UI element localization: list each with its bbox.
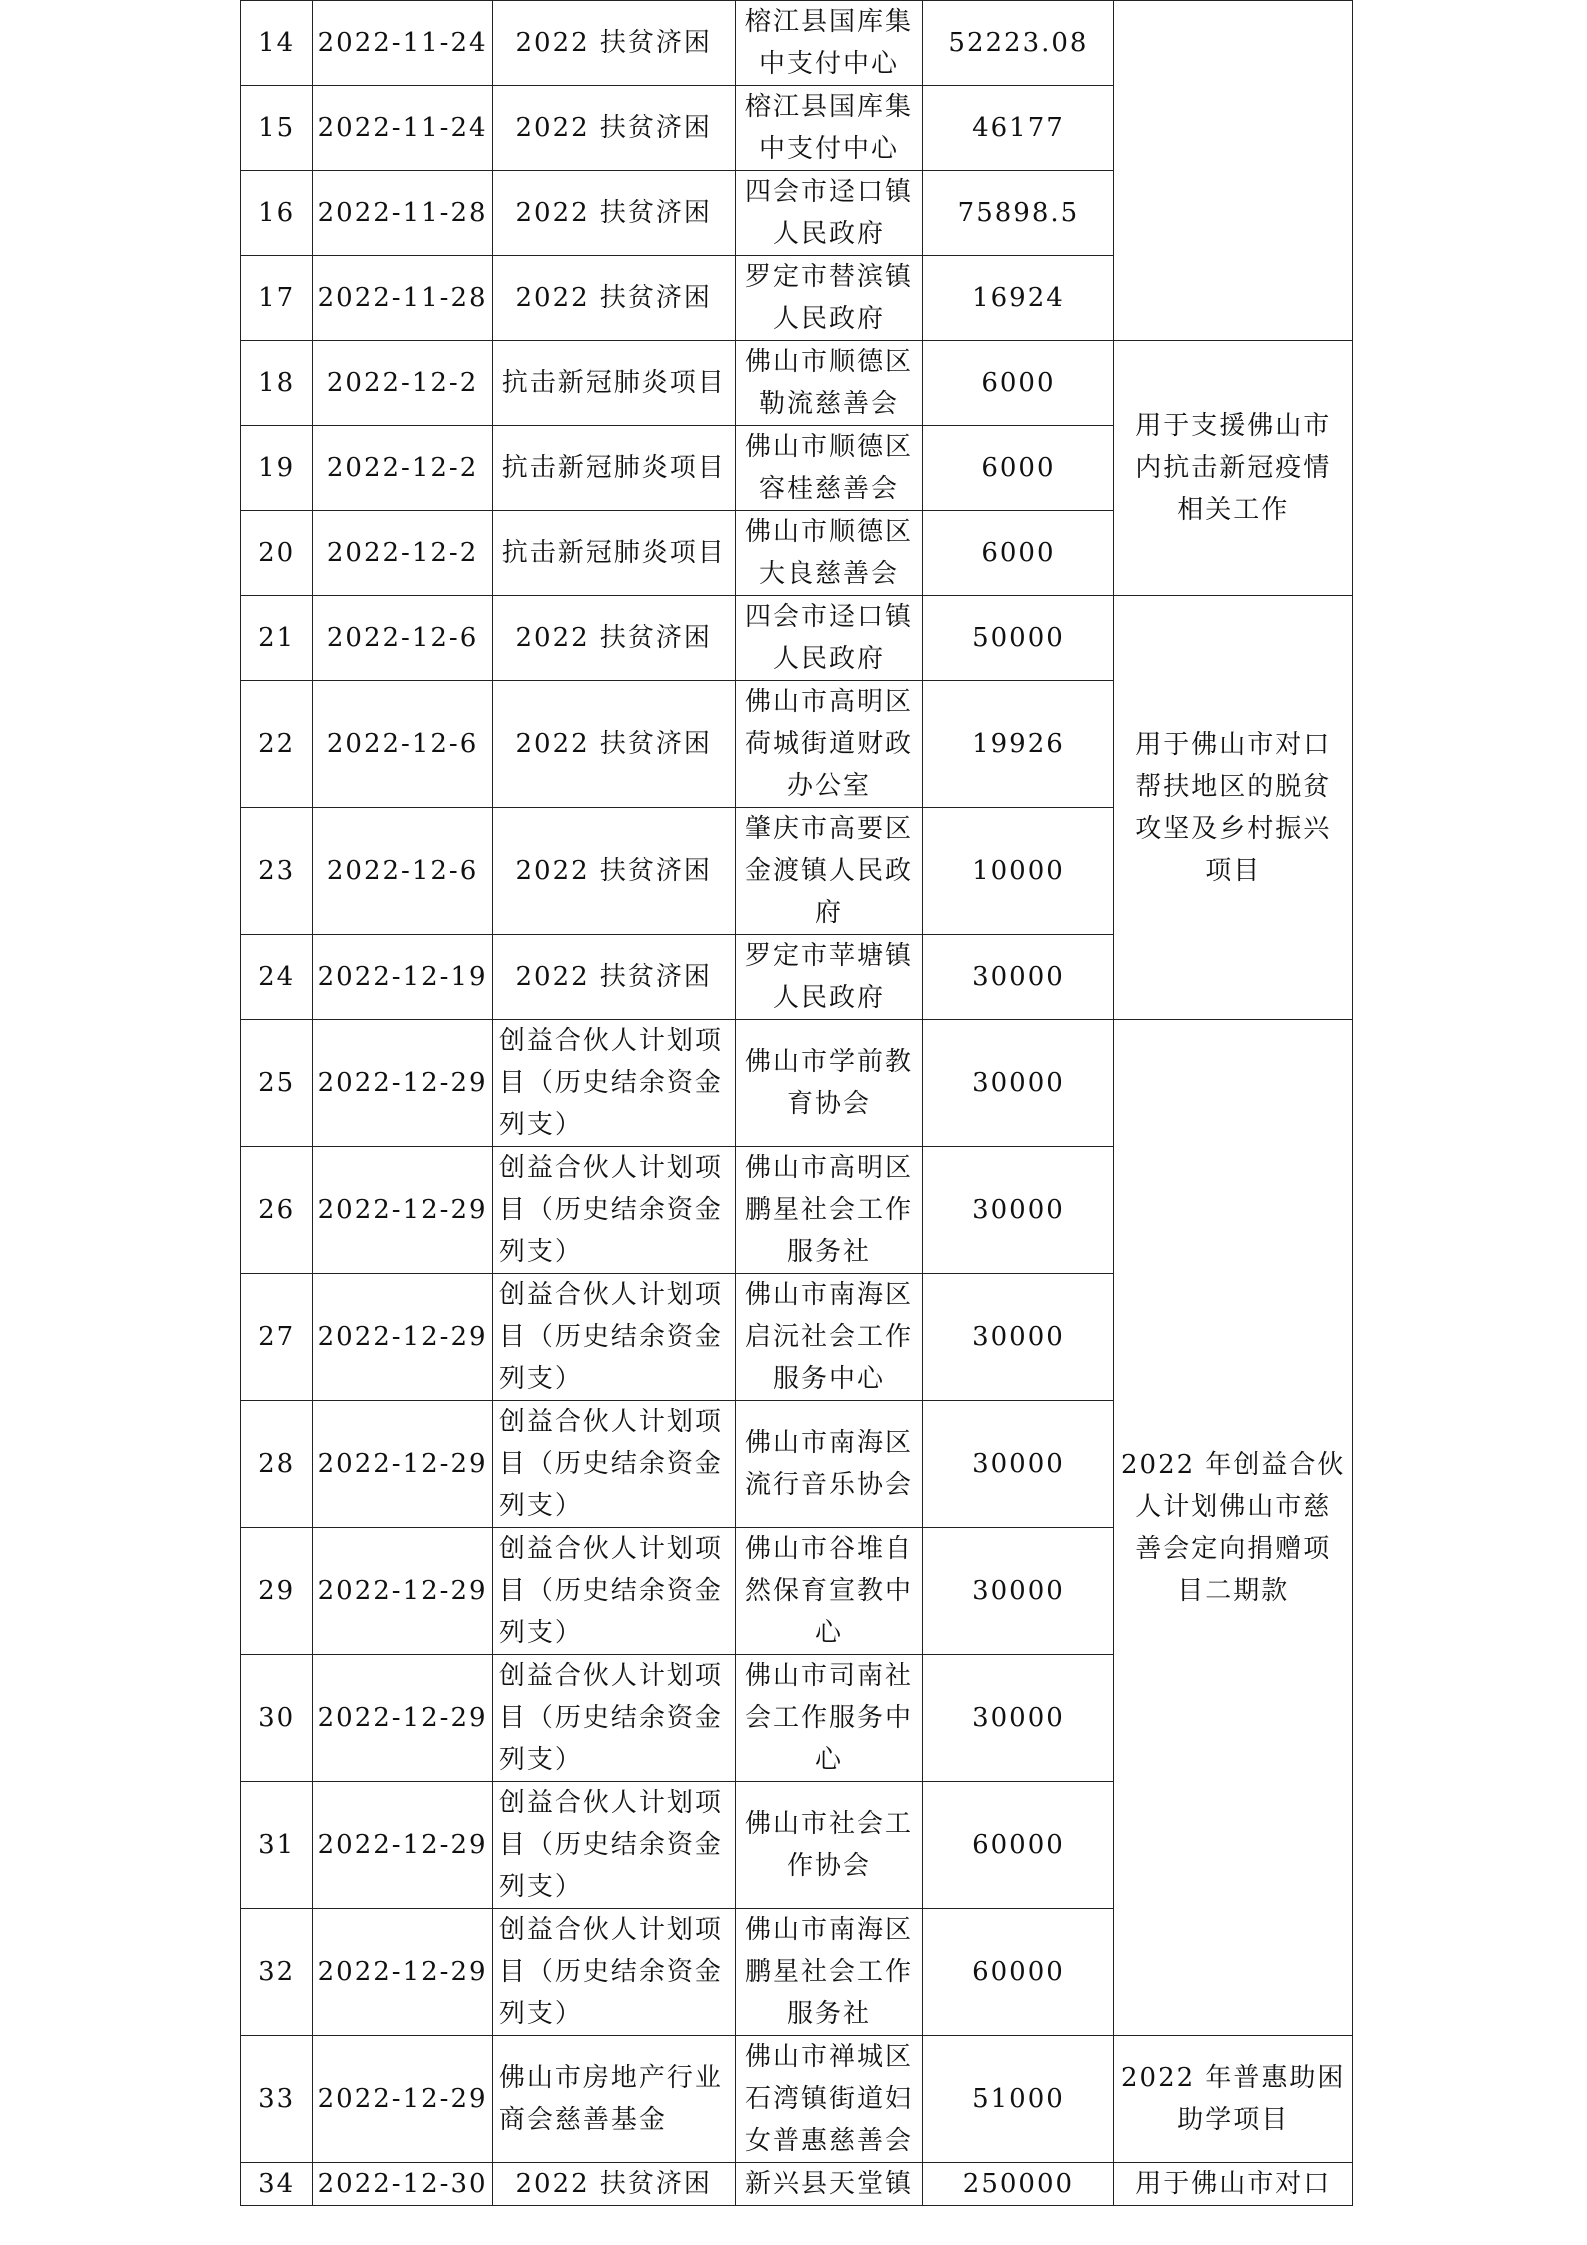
- note-poverty-alleviation: 用于佛山市对口 帮扶地区的脱贫 攻坚及乡村振兴 项目: [1114, 596, 1353, 1020]
- row-project: 2022 扶贫济困: [492, 935, 735, 1020]
- row-amount: 10000: [923, 808, 1114, 935]
- row-recipient: 佛山市南海区 鹏星社会工作 服务社: [735, 1909, 923, 2036]
- row-amount: 30000: [923, 1528, 1114, 1655]
- row-date: 2022-11-28: [313, 256, 493, 341]
- row-amount: 75898.5: [923, 171, 1114, 256]
- row-recipient: 佛山市谷堆自 然保育宣教中 心: [735, 1528, 923, 1655]
- row-number: 20: [241, 511, 313, 596]
- row-number: 29: [241, 1528, 313, 1655]
- row-project: 2022 扶贫济困: [492, 256, 735, 341]
- row-date: 2022-12-2: [313, 426, 493, 511]
- note-covid-support: 用于支援佛山市 内抗击新冠疫情 相关工作: [1114, 341, 1353, 596]
- row-number: 34: [241, 2163, 313, 2206]
- row-number: 22: [241, 681, 313, 808]
- note-poverty-continued: 用于佛山市对口: [1114, 2163, 1353, 2206]
- row-amount: 50000: [923, 596, 1114, 681]
- row-recipient: 佛山市学前教 育协会: [735, 1020, 923, 1147]
- row-recipient: 佛山市高明区 鹏星社会工作 服务社: [735, 1147, 923, 1274]
- row-date: 2022-12-2: [313, 511, 493, 596]
- table-row: [241, 341, 1353, 426]
- row-recipient: 四会市迳口镇 人民政府: [735, 596, 923, 681]
- row-date: 2022-12-29: [313, 1401, 493, 1528]
- row-recipient: 新兴县天堂镇: [735, 2163, 923, 2206]
- row-date: 2022-12-29: [313, 1274, 493, 1401]
- row-recipient: 肇庆市高要区 金渡镇人民政 府: [735, 808, 923, 935]
- row-date: 2022-12-29: [313, 1528, 493, 1655]
- row-project: 抗击新冠肺炎项目: [492, 511, 735, 596]
- row-project: 创益合伙人计划项 目（历史结余资金 列支）: [492, 1655, 735, 1782]
- row-number: 14: [241, 1, 313, 86]
- table-row: [241, 1020, 1353, 1147]
- row-number: 26: [241, 1147, 313, 1274]
- row-number: 31: [241, 1782, 313, 1909]
- row-project: 2022 扶贫济困: [492, 2163, 735, 2206]
- row-project: 佛山市房地产行业 商会慈善基金: [492, 2036, 735, 2163]
- row-date: 2022-12-19: [313, 935, 493, 1020]
- row-recipient: 佛山市南海区 流行音乐协会: [735, 1401, 923, 1528]
- row-project: 抗击新冠肺炎项目: [492, 341, 735, 426]
- row-date: 2022-11-24: [313, 86, 493, 171]
- row-number: 28: [241, 1401, 313, 1528]
- row-number: 16: [241, 171, 313, 256]
- row-project: 2022 扶贫济困: [492, 171, 735, 256]
- row-recipient: 罗定市替滨镇 人民政府: [735, 256, 923, 341]
- row-project: 创益合伙人计划项 目（历史结余资金 列支）: [492, 1020, 735, 1147]
- row-recipient: 佛山市司南社 会工作服务中 心: [735, 1655, 923, 1782]
- row-amount: 6000: [923, 341, 1114, 426]
- table-row: [241, 1, 1353, 86]
- row-date: 2022-11-24: [313, 1, 493, 86]
- row-number: 27: [241, 1274, 313, 1401]
- row-project: 2022 扶贫济困: [492, 681, 735, 808]
- row-number: 24: [241, 935, 313, 1020]
- row-date: 2022-12-29: [313, 1782, 493, 1909]
- row-amount: 16924: [923, 256, 1114, 341]
- row-recipient: 佛山市南海区 启沅社会工作 服务中心: [735, 1274, 923, 1401]
- row-amount: 52223.08: [923, 1, 1114, 86]
- row-number: 32: [241, 1909, 313, 2036]
- row-date: 2022-12-29: [313, 1655, 493, 1782]
- row-amount: 19926: [923, 681, 1114, 808]
- row-number: 30: [241, 1655, 313, 1782]
- row-amount: 60000: [923, 1782, 1114, 1909]
- row-recipient: 佛山市社会工 作协会: [735, 1782, 923, 1909]
- row-date: 2022-12-29: [313, 1020, 493, 1147]
- donation-table: [240, 0, 1353, 2206]
- row-amount: 60000: [923, 1909, 1114, 2036]
- row-project: 2022 扶贫济困: [492, 86, 735, 171]
- table-row: [241, 596, 1353, 681]
- table-row: [241, 2036, 1353, 2163]
- row-number: 18: [241, 341, 313, 426]
- table-row: [241, 2163, 1353, 2206]
- row-project: 2022 扶贫济困: [492, 596, 735, 681]
- row-date: 2022-12-29: [313, 1909, 493, 2036]
- row-project: 2022 扶贫济困: [492, 1, 735, 86]
- row-recipient: 榕江县国库集 中支付中心: [735, 86, 923, 171]
- row-project: 创益合伙人计划项 目（历史结余资金 列支）: [492, 1147, 735, 1274]
- row-date: 2022-12-6: [313, 596, 493, 681]
- row-note-blank: [1114, 1, 1353, 341]
- row-amount: 6000: [923, 426, 1114, 511]
- row-amount: 250000: [923, 2163, 1114, 2206]
- row-amount: 30000: [923, 935, 1114, 1020]
- row-project: 抗击新冠肺炎项目: [492, 426, 735, 511]
- row-amount: 46177: [923, 86, 1114, 171]
- row-number: 25: [241, 1020, 313, 1147]
- row-amount: 30000: [923, 1655, 1114, 1782]
- row-recipient: 四会市迳口镇 人民政府: [735, 171, 923, 256]
- row-project: 创益合伙人计划项 目（历史结余资金 列支）: [492, 1909, 735, 2036]
- row-date: 2022-12-2: [313, 341, 493, 426]
- row-number: 23: [241, 808, 313, 935]
- row-date: 2022-12-29: [313, 1147, 493, 1274]
- row-recipient: 佛山市禅城区 石湾镇街道妇 女普惠慈善会: [735, 2036, 923, 2163]
- row-recipient: 佛山市高明区 荷城街道财政 办公室: [735, 681, 923, 808]
- row-date: 2022-12-6: [313, 808, 493, 935]
- row-amount: 30000: [923, 1274, 1114, 1401]
- row-date: 2022-12-30: [313, 2163, 493, 2206]
- row-number: 19: [241, 426, 313, 511]
- row-recipient: 榕江县国库集 中支付中心: [735, 1, 923, 86]
- row-number: 15: [241, 86, 313, 171]
- row-recipient: 佛山市顺德区 勒流慈善会: [735, 341, 923, 426]
- row-number: 33: [241, 2036, 313, 2163]
- row-amount: 51000: [923, 2036, 1114, 2163]
- row-amount: 30000: [923, 1147, 1114, 1274]
- row-date: 2022-11-28: [313, 171, 493, 256]
- row-date: 2022-12-6: [313, 681, 493, 808]
- row-recipient: 佛山市顺德区 容桂慈善会: [735, 426, 923, 511]
- row-number: 17: [241, 256, 313, 341]
- row-recipient: 佛山市顺德区 大良慈善会: [735, 511, 923, 596]
- row-amount: 6000: [923, 511, 1114, 596]
- row-project: 创益合伙人计划项 目（历史结余资金 列支）: [492, 1782, 735, 1909]
- note-partner-plan: 2022 年创益合伙 人计划佛山市慈 善会定向捐赠项 目二期款: [1114, 1020, 1353, 2036]
- row-date: 2022-12-29: [313, 2036, 493, 2163]
- row-project: 2022 扶贫济困: [492, 808, 735, 935]
- row-recipient: 罗定市苹塘镇 人民政府: [735, 935, 923, 1020]
- row-amount: 30000: [923, 1401, 1114, 1528]
- note-student-aid: 2022 年普惠助困 助学项目: [1114, 2036, 1353, 2163]
- row-amount: 30000: [923, 1020, 1114, 1147]
- row-project: 创益合伙人计划项 目（历史结余资金 列支）: [492, 1274, 735, 1401]
- row-project: 创益合伙人计划项 目（历史结余资金 列支）: [492, 1528, 735, 1655]
- row-number: 21: [241, 596, 313, 681]
- row-project: 创益合伙人计划项 目（历史结余资金 列支）: [492, 1401, 735, 1528]
